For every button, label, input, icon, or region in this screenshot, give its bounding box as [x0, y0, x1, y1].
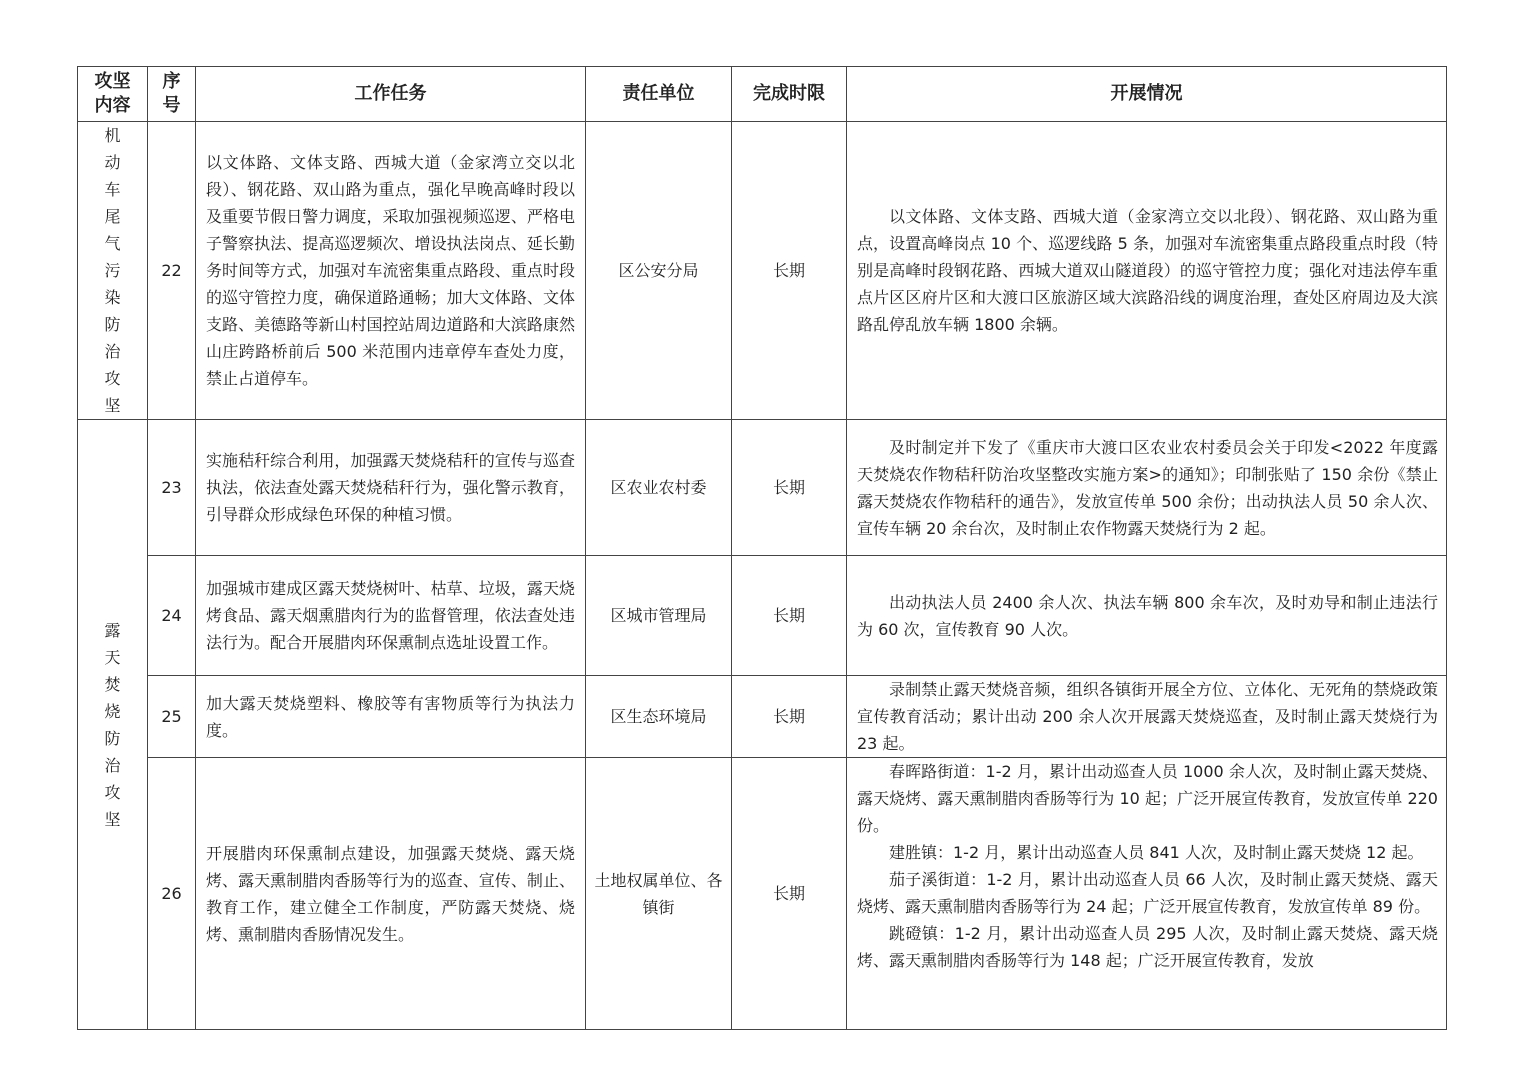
deadline-cell: 长期 [732, 758, 847, 1030]
deadline-cell: 长期 [732, 556, 847, 676]
progress-text: 出动执法人员 2400 余人次、执法车辆 800 余车次，及时劝导和制止违法行为 60 次，宣传教育 90 人次。 [857, 592, 1438, 639]
num-cell: 23 [148, 420, 196, 556]
table-row [78, 122, 1447, 420]
num-cell: 26 [148, 758, 196, 1030]
progress-text: 茄子溪街道：1-2 月，累计出动巡查人员 66 人次，及时制止露天焚烧、露天烧烤、露天熏制腊肉香肠等行为 24 起；广泛开展宣传教育，发放宣传单 89 份。 [857, 870, 1438, 916]
table-row [78, 676, 1447, 758]
task-cell: 以文体路、文体支路、西城大道（金家湾立交以北段）、钢花路、双山路为重点，强化早晚高峰时段以及重要节假日警力调度，采取加强视频巡逻、严格电子警察执法、提高巡逻频次、增设执法岗点、延长勤务时间等方式，加强对车流密集重点路段、重点时段的巡守管控力度，确保道路通畅；加大文体路、文体支路、美德路等新山村国控站周边道路和大滨路康然山庄跨路桥前后 500 米范围内违章停车查处力度，禁止占道停车。 [196, 122, 586, 420]
unit-cell: 区生态环境局 [586, 676, 732, 758]
unit-cell: 区城市管理局 [586, 556, 732, 676]
unit-cell: 区公安分局 [586, 122, 732, 420]
table-row [78, 556, 1447, 676]
table-row [78, 420, 1447, 556]
table-header-row [78, 67, 1447, 122]
unit-cell: 土地权属单位、各镇街 [586, 758, 732, 1030]
progress-cell [847, 556, 1447, 676]
deadline-cell: 长期 [732, 676, 847, 758]
progress-text: 跳磴镇：1-2 月，累计出动巡查人员 295 人次，及时制止露天焚烧、露天烧烤、露天熏制腊肉香肠等行为 148 起；广泛开展宣传教育，发放 [857, 924, 1438, 970]
progress-text: 及时制定并下发了《重庆市大渡口区农业农村委员会关于印发<2022 年度露天焚烧农作物秸秆防治攻坚整改实施方案>的通知》；印制张贴了 150 余份《禁止露天焚烧农作物秸秆的通告》，发放宣传单 500 余份；出动执法人员 50 余人次、宣传车辆 20 余台次，及时制止农作物露天焚烧行为 2 起。 [857, 437, 1438, 538]
progress-cell [847, 676, 1447, 758]
num-cell: 24 [148, 556, 196, 676]
work-task-table [77, 66, 1447, 1030]
table-row [78, 758, 1447, 1030]
task-cell: 加强城市建成区露天焚烧树叶、枯草、垃圾，露天烧烤食品、露天烟熏腊肉行为的监督管理，依法查处违法行为。配合开展腊肉环保熏制点选址设置工作。 [196, 556, 586, 676]
header-task: 工作任务 [196, 67, 586, 122]
progress-text: 录制禁止露天焚烧音频，组织各镇街开展全方位、立体化、无死角的禁烧政策宣传教育活动；累计出动 200 余人次开展露天焚烧巡查，及时制止露天焚烧行为 23 起。 [857, 680, 1438, 753]
task-cell: 加大露天焚烧塑料、橡胶等有害物质等行为执法力度。 [196, 676, 586, 758]
task-cell: 实施秸秆综合利用，加强露天焚烧秸秆的宣传与巡查执法，依法查处露天焚烧秸秆行为，强化警示教育，引导群众形成绿色环保的种植习惯。 [196, 420, 586, 556]
unit-cell: 区农业农村委 [586, 420, 732, 556]
deadline-cell: 长期 [732, 122, 847, 420]
header-category: 攻坚内容 [78, 67, 148, 122]
num-cell: 22 [148, 122, 196, 420]
num-cell: 25 [148, 676, 196, 758]
progress-text: 以文体路、文体支路、西城大道（金家湾立交以北段）、钢花路、双山路为重点，设置高峰岗点 10 个、巡逻线路 5 条，加强对车流密集重点路段重点时段（特别是高峰时段钢花路、西城大道双山隧道段）的巡守管控力度；强化对违法停车重点片区区府片区和大渡口区旅游区域大滨路沿线的调度治理，查处区府周边及大滨路乱停乱放车辆 1800 余辆。 [857, 207, 1438, 334]
progress-cell [847, 420, 1447, 556]
category-cell: 露天焚烧防治攻坚 [78, 420, 148, 1030]
deadline-cell: 长期 [732, 420, 847, 556]
header-num: 序号 [148, 67, 196, 122]
task-cell: 开展腊肉环保熏制点建设，加强露天焚烧、露天烧烤、露天熏制腊肉香肠等行为的巡查、宣传、制止、教育工作，建立健全工作制度，严防露天焚烧、烧烤、熏制腊肉香肠情况发生。 [196, 758, 586, 1030]
progress-cell [847, 758, 1447, 1030]
header-progress: 开展情况 [847, 67, 1447, 122]
header-deadline: 完成时限 [732, 67, 847, 122]
category-cell: 机动车尾气污染防治攻坚 [78, 122, 148, 420]
header-unit: 责任单位 [586, 67, 732, 122]
progress-text: 春晖路街道：1-2 月，累计出动巡查人员 1000 余人次，及时制止露天焚烧、露天烧烤、露天熏制腊肉香肠等行为 10 起；广泛开展宣传教育，发放宣传单 220 份。 [857, 762, 1438, 835]
progress-text: 建胜镇：1-2 月，累计出动巡查人员 841 人次，及时制止露天焚烧 12 起。 [889, 843, 1424, 862]
progress-cell [847, 122, 1447, 420]
